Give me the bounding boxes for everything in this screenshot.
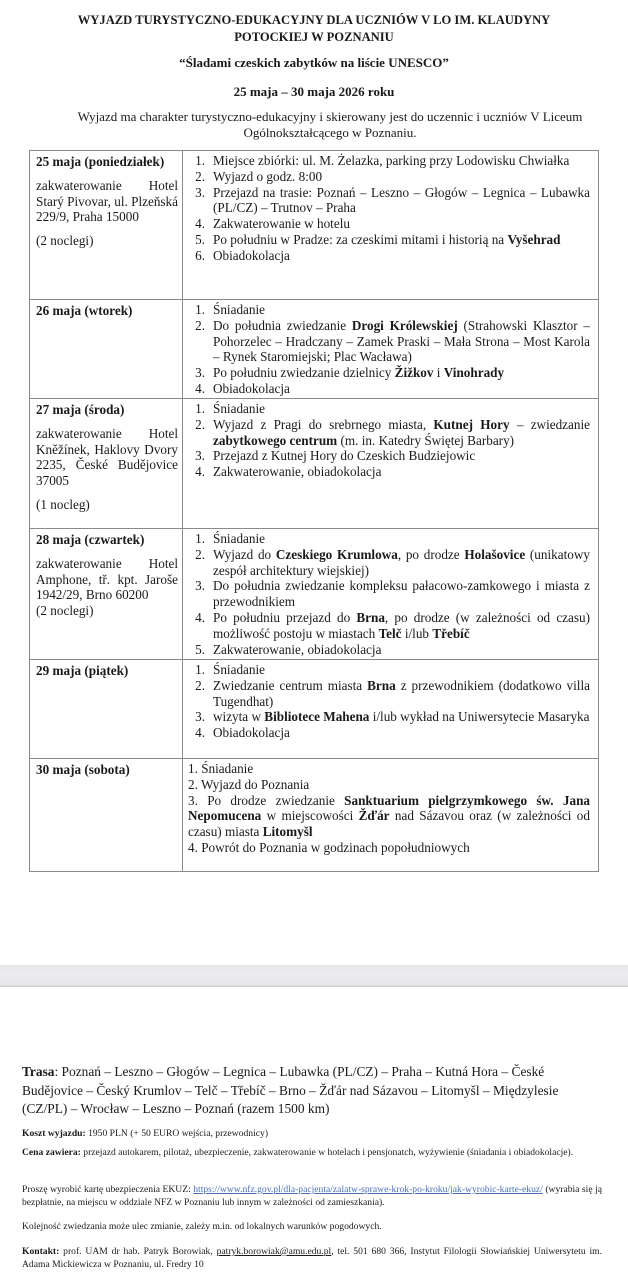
intro-paragraph: Wyjazd ma charakter turystyczno-edukacyjny i skierowany jest do uczennic i uczniów V Liceum Ogólnokształcącego w Poznaniu. (77, 109, 583, 140)
activity-text-part: Przejazd z Kutnej Hory do Czeskich Budziejowic (213, 448, 476, 464)
activity-text (201, 840, 469, 855)
ekuz-paragraph (22, 1184, 602, 1209)
activity-text (213, 365, 590, 381)
activity-item (183, 153, 590, 169)
activity-number: 2. (195, 317, 205, 333)
activity-text-part: i/lub wykład na Uniwersytecie Masaryka (369, 709, 590, 725)
activity-item (183, 531, 590, 547)
title-line-2: POTOCKIEJ W POZNANIU (234, 30, 394, 44)
activity-text (213, 401, 590, 417)
activity-number: 1. (195, 302, 205, 317)
activity-text-part: wizyta w (213, 709, 265, 725)
activity-text (213, 578, 590, 610)
activities-cell (183, 151, 599, 300)
activities-list (183, 662, 590, 741)
activity-item (183, 169, 590, 185)
contact-after: , tel. 501 680 366, Instytut Filologii Słowiańskiej Uniwersytetu im. Adama Mickiewicza w Poznaniu, ul. Fredry 10 (22, 1246, 602, 1270)
activity-highlight: Sanktuarium pielgrzymkowego św. Jana Nepomucena (188, 792, 591, 824)
activity-item (183, 401, 590, 417)
activity-number: 1. (195, 401, 205, 416)
contact-label: Kontakt: (22, 1246, 60, 1257)
day-heading: 27 maja (środa) (36, 402, 125, 417)
activity-text-part: – zwiedzanie (509, 416, 590, 432)
activity-item (188, 793, 590, 840)
nights-count: (2 noclegi) (36, 233, 94, 249)
route-paragraph (22, 1063, 602, 1119)
activity-text-part: Zakwaterowanie, obiadokolacja (213, 464, 382, 480)
activity-text (213, 381, 590, 397)
activity-text-part: Śniadanie (213, 662, 266, 677)
activity-item (188, 840, 590, 856)
activity-number: 4. (195, 609, 205, 625)
activity-number: 4. (188, 839, 198, 855)
activity-item (183, 365, 590, 381)
activity-text-part: (unikatowy zespół architektury wiejskiej) (213, 546, 590, 578)
activity-number: 2. (195, 168, 205, 184)
activity-highlight: Žižkov (394, 365, 434, 381)
title-line-1: WYJAZD TURYSTYCZNO-EDUKACYJNY DLA UCZNIÓW V LO IM. KLAUDYNY (77, 13, 551, 27)
activity-item (183, 318, 590, 365)
activity-text-part: Obiadokolacja (213, 380, 290, 396)
schedule-row (30, 660, 599, 759)
activity-number: 1. (195, 662, 205, 677)
includes-label: Cena zawiera: (22, 1147, 81, 1158)
activity-item (183, 417, 590, 449)
activity-text (213, 725, 590, 741)
activity-text-part: (m. in. Katedry Świętej Barbary) (337, 432, 515, 448)
activity-text (213, 216, 590, 232)
activity-number: 3. (195, 448, 205, 464)
activity-text-part: Wyjazd do (213, 546, 276, 562)
activity-item (183, 725, 590, 741)
activities-list (183, 531, 590, 657)
activity-text (213, 610, 590, 642)
activity-text-part: Wyjazd o godz. 8:00 (213, 168, 323, 184)
activity-text-part: Do południa zwiedzanie kompleksu pałacowo-zamkowego i miasta z przewodnikiem (213, 578, 590, 610)
activity-text (213, 662, 590, 678)
hotel-info: zakwaterowanie Hotel Amphone, tř. kpt. Jaroše 1942/29, Brno 60200 (36, 555, 178, 603)
activity-text-part: w miejscowości (261, 808, 359, 824)
activity-text (213, 318, 590, 365)
activity-text-part: Wyjazd do Poznania (200, 776, 310, 792)
schedule-row (30, 399, 599, 529)
activity-text (213, 642, 590, 658)
activity-text-part: Śniadanie (213, 531, 266, 546)
activity-highlight: Brna (356, 609, 385, 625)
ekuz-text: Proszę wyrobić kartę ubezpieczenia EKUZ: (22, 1184, 194, 1195)
activity-number: 2. (195, 416, 205, 432)
activities-cell (183, 399, 599, 529)
activity-text (201, 761, 253, 776)
activities-cell (183, 660, 599, 759)
activity-text-part: z przewodnikiem (dodatkowo villa Tugendhat) (213, 677, 590, 709)
activity-text-part: Po południu zwiedzanie dzielnicy (213, 365, 395, 381)
activity-text (213, 547, 590, 579)
includes-paragraph (22, 1147, 602, 1160)
activity-number: 5. (195, 231, 205, 247)
ekuz-link[interactable]: https://www.nfz.gov.pl/dla-pacjenta/zalatw-sprawe-krok-po-kroku/jak-wyrobic-karte-ekuz/ (193, 1184, 543, 1195)
contact-before: prof. UAM dr hab. Patryk Borowiak, (59, 1246, 217, 1257)
activity-number: 2. (195, 546, 205, 562)
activity-item (188, 777, 590, 793)
day-cell (30, 399, 183, 529)
activity-text-part: Do południa zwiedzanie (213, 317, 352, 333)
page-separator (0, 965, 628, 987)
day-heading: 30 maja (sobota) (36, 762, 130, 777)
route-label: Trasa (22, 1064, 55, 1079)
day-cell (30, 300, 183, 399)
activities-cell (183, 300, 599, 399)
includes-text: przejazd autokarem, pilotaż, ubezpieczenie, zakwaterowanie w hotelach i pensjonatch, wyżywienie (śniadania i obiadokolacje). (80, 1147, 574, 1158)
activity-item (183, 185, 590, 217)
schedule-row (30, 151, 599, 300)
activity-highlight: Litomyšl (262, 824, 313, 840)
schedule-row (30, 759, 599, 872)
activity-item (183, 709, 590, 725)
activity-text-part: Zakwaterowanie, obiadokolacja (213, 641, 382, 657)
activity-text-part: Śniadanie (213, 401, 266, 416)
activity-number: 4. (195, 464, 205, 480)
activity-text (213, 248, 590, 264)
document-page-2 (0, 987, 628, 1286)
day-cell (30, 529, 183, 660)
activity-item (183, 547, 590, 579)
activity-number: 1. (188, 761, 198, 776)
day-heading: 26 maja (wtorek) (36, 303, 133, 318)
activity-text-part: Po południu w Pradze: za czeskimi mitami i historią na (213, 231, 508, 247)
activity-number: 6. (195, 247, 205, 263)
order-note: Kolejność zwiedzania może ulec zmianie, zależy m.in. od lokalnych warunków pogodowych. (22, 1221, 382, 1232)
activity-number: 1. (195, 153, 205, 168)
activity-highlight: Czeskiego Krumlowa (275, 546, 398, 562)
day-cell (30, 759, 183, 872)
activities-list (183, 302, 590, 397)
contact-paragraph (22, 1246, 602, 1271)
activity-number: 4. (195, 216, 205, 232)
activity-item (183, 610, 590, 642)
cost-text: 1950 PLN (+ 50 EURO wejścia, przewodnicy) (85, 1128, 269, 1139)
activity-item (183, 216, 590, 232)
activity-highlight: Vyšehrad (507, 231, 561, 247)
activity-text (213, 531, 590, 547)
activity-text-part: i (433, 365, 444, 381)
activity-highlight: Třebíč (432, 625, 470, 641)
day-heading: 25 maja (poniedziałek) (36, 154, 165, 169)
activity-text (213, 417, 590, 449)
ekuz-after: (wyrabia się ją bezpłatnie, na miejscu w oddziale NFZ w Poznaniu lub innym w zależności od zamieszkania). (22, 1184, 603, 1208)
activities-list (183, 761, 590, 856)
activity-number: 4. (195, 725, 205, 741)
day-cell (30, 151, 183, 300)
activity-item (183, 662, 590, 678)
activity-text-part: , po drodze (w zależności od czasu) możliwość postoju w miastach (213, 609, 590, 641)
activity-item (183, 464, 590, 480)
schedule-table (29, 150, 599, 872)
activity-item (183, 678, 590, 710)
activity-number: 4. (195, 380, 205, 396)
activity-item (183, 448, 590, 464)
cost-label: Koszt wyjazdu: (22, 1128, 86, 1139)
activity-text-part: nad Sázavou oraz (w zależności od czasu) miasta (188, 808, 590, 840)
activity-number: 3. (188, 792, 198, 808)
document-subtitle: “Śladami czeskich zabytków na liście UNESCO” (179, 55, 449, 70)
hotel-info: zakwaterowanie Hotel Starý Pivovar, ul. Plzeňská 229/9, Praha 15000 (36, 177, 178, 225)
route-text: : Poznań – Leszno – Głogów – Legnica – Lubawka (PL/CZ) – Praha – Kutná Hora – České Budějovice – Český Krumlov – Telč – Třebíč – Brno – Žďár nad Sázavou – Litomyšl – Międzylesie (CZ/PL) – Wrocław – Leszno – Poznań (razem 1500 km) (22, 1064, 559, 1116)
activity-text-part: , po drodze (397, 546, 465, 562)
activity-text-part: Zwiedzanie centrum miasta (213, 677, 368, 693)
activity-highlight: Kutnej Hory (433, 416, 510, 432)
activity-number: 2. (195, 677, 205, 693)
activity-number: 3. (195, 578, 205, 594)
activity-item (183, 248, 590, 264)
activity-highlight: Vinohrady (443, 365, 505, 381)
activities-list (183, 401, 590, 480)
activity-text (213, 464, 590, 480)
activity-item (183, 578, 590, 610)
activity-text-part: Po drodze zwiedzanie (207, 792, 345, 808)
activities-list (183, 153, 590, 264)
activity-number: 3. (195, 365, 205, 381)
schedule-row (30, 529, 599, 660)
day-cell (30, 660, 183, 759)
activity-text (213, 153, 590, 169)
activity-text-part: Śniadanie (201, 761, 254, 776)
activity-highlight: Drogi Królewskiej (351, 317, 458, 333)
activity-text-part: Śniadanie (213, 302, 266, 317)
activity-number: 3. (195, 709, 205, 725)
schedule-row (30, 300, 599, 399)
activity-highlight: Žďár (358, 808, 390, 824)
activity-text-part: Powrót do Poznania w godzinach popołudniowych (201, 839, 470, 855)
cost-paragraph (22, 1128, 602, 1141)
activity-item (183, 232, 590, 248)
activity-number: 3. (195, 184, 205, 200)
activity-text-part: Zakwaterowanie w hotelu (213, 216, 350, 232)
activity-number: 2. (188, 776, 198, 792)
activity-text-part: (Strahowski Klasztor – Pohorzelec – Hradczany – Zamek Praski – Mała Strona – Most Karola – Rynek Staromiejski; Plac Wacława) (213, 317, 590, 365)
activity-item (183, 642, 590, 658)
activity-text-part: i/lub (401, 625, 433, 641)
activity-item (183, 302, 590, 318)
hotel-info: zakwaterowanie Hotel Kněžínek, Haklovy Dvory 2235, České Budějovice 37005 (36, 425, 178, 489)
activity-text-part: Obiadokolacja (213, 725, 290, 741)
activity-text (213, 678, 590, 710)
activity-text (213, 302, 590, 318)
activity-highlight: Telč (378, 625, 402, 641)
activity-text (201, 777, 309, 792)
activity-text-part: Wyjazd z Pragi do srebrnego miasta, (213, 416, 434, 432)
day-heading: 29 maja (piątek) (36, 663, 129, 678)
activity-text (213, 709, 590, 725)
nights-count: (1 nocleg) (36, 496, 90, 512)
activity-text-part: Obiadokolacja (213, 247, 290, 263)
activity-text (213, 169, 590, 185)
contact-email-link[interactable]: patryk.borowiak@amu.edu.pl (216, 1246, 332, 1257)
activity-text-part: Po południu przejazd do (213, 609, 357, 625)
activity-number: 5. (195, 641, 205, 657)
trip-dates: 25 maja – 30 maja 2026 roku (233, 84, 395, 99)
activity-highlight: Bibliotece Mahena (264, 709, 370, 725)
activity-text (188, 793, 590, 840)
activity-text (213, 232, 590, 248)
activities-cell (183, 759, 599, 872)
activity-text (213, 448, 590, 464)
activity-item (188, 761, 590, 777)
activity-text-part: Miejsce zbiórki: ul. M. Żelazka, parking przy Lodowisku Chwiałka (213, 153, 570, 168)
activity-text-part: Przejazd na trasie: Poznań – Leszno – Głogów – Legnica – Lubawka (PL/CZ) – Trutnov – Praha (213, 184, 590, 216)
activity-number: 1. (195, 531, 205, 546)
activities-cell (183, 529, 599, 660)
day-heading: 28 maja (czwartek) (36, 532, 145, 547)
activity-item (183, 381, 590, 397)
activity-highlight: zabytkowego centrum (213, 432, 338, 448)
activity-highlight: Brna (367, 677, 396, 693)
document-title (0, 12, 628, 46)
nights-count: (2 noclegi) (36, 603, 94, 619)
activity-text (213, 185, 590, 217)
activity-highlight: Holašovice (464, 546, 526, 562)
